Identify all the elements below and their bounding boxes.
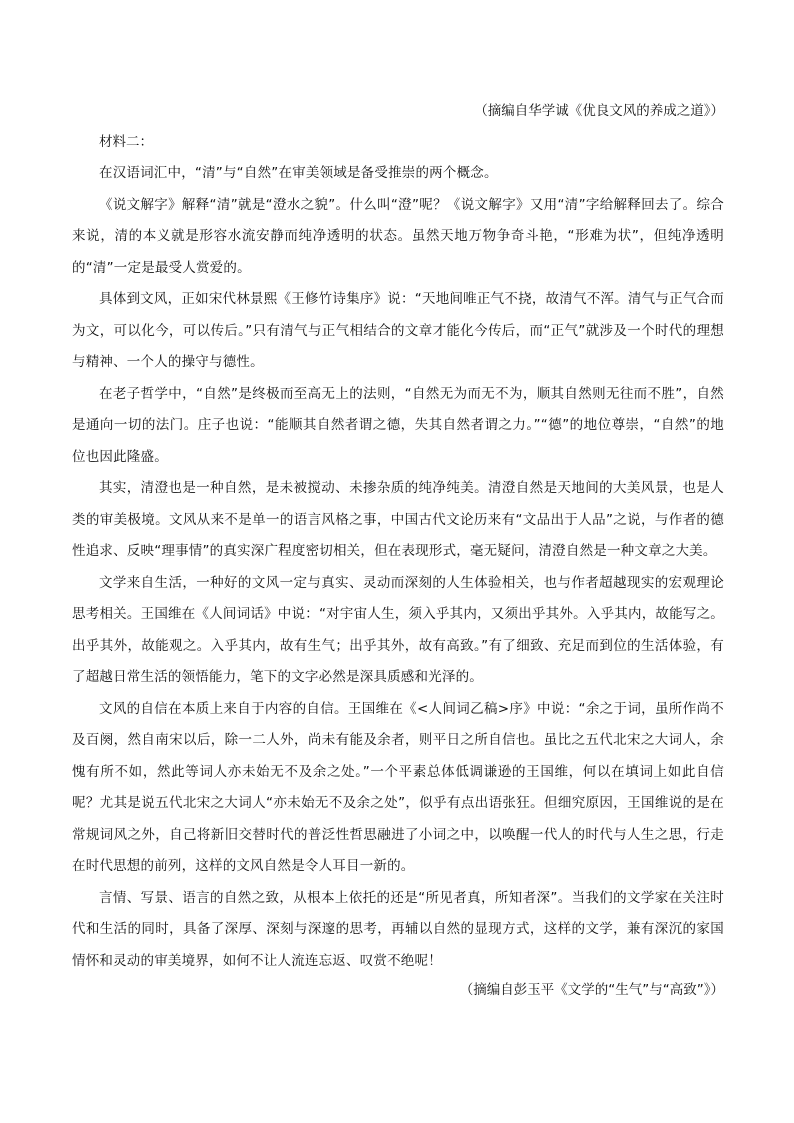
source-citation-top: （摘编自华学诚《优良文风的养成之道》） <box>474 103 724 119</box>
paragraph: 《说文解字》解释“清”就是“澄水之貌”。什么叫“澄”呢？《说文解字》又用“清”字给解释回去了。综合来说，清的本义就是形容水流安静而纯净透明的状态。虽然天地万物争奇斗艳，“形难为状”，但纯净透明的“清”一定是最受人赏爱的。 <box>72 196 724 276</box>
paragraph: 在老子哲学中，“自然”是终极而至高无上的法则，“自然无为而无不为，顺其自然则无往而不胜”，自然是通向一切的法门。庄子也说：“能顺其自然者谓之德，失其自然者谓之力。”“德”的地位尊崇，“自然”的地位也因此隆盛。 <box>72 385 724 465</box>
paragraph: 文风的自信在本质上来自于内容的自信。王国维在《<人间词乙稿>序》中说：“余之于词，虽所作尚不及百阕，然自南宋以后，除一二人外，尚未有能及余者，则平日之所自信也。虽比之五代北宋之大词人，余愧有所不如，然此等词人亦未始无不及余之处。”一个平素总体低调谦逊的王国维，何以在填词上如此自信呢？尤其是说五代北宋之大词人“亦未始无不及余之处”，似乎有点出语张狂。但细究原因，王国维说的是在常规词风之外，自己将新旧交替时代的普泛性哲思融进了小词之中，以唤醒一代人的时代与人生之思，行走在时代思想的前列，这样的文风自然是令人耳目一新的。 <box>72 700 724 874</box>
paragraph: 文学来自生活，一种好的文风一定与真实、灵动而深刻的人生体验相关，也与作者超越现实的宏观理论思考相关。王国维在《人间词话》中说：“对宇宙人生，须入乎其内，又须出乎其外。入乎其内，故能写之。出乎其外，故能观之。入乎其内，故有生气；出乎其外，故有高致。”有了细致、充足而到位的生活体验，有了超越日常生活的领悟能力，笔下的文字必然是深具质感和光泽的。 <box>72 574 724 685</box>
paragraph: 具体到文风，正如宋代林景熙《王修竹诗集序》说：“天地间唯正气不挠，故清气不浑。清气与正气合而为文，可以化今，可以传后。”只有清气与正气相结合的文章才能化今传后，而“正气”就涉及一个时代的理想与精神、一个人的操守与德性。 <box>72 291 724 370</box>
paragraph: 言情、写景、语言的自然之致，从根本上依托的还是“所见者真，所知者深”。当我们的文学家在关注时代和生活的同时，具备了深厚、深刻与深邃的思考，再辅以自然的显现方式，这样的文学，兼有深沉的家国情怀和灵动的审美境界，如何不让人流连忘返、叹赏不绝呢！ <box>72 889 724 969</box>
paragraph: 其实，清澄也是一种自然，是未被搅动、未掺杂质的纯净纯美。清澄自然是天地间的大美风景，也是人类的审美极境。文风从来不是单一的语言风格之事，中国古代文论历来有“文品出于人品”之说，与作者的德性追求、反映“理事情”的真实深广程度密切相关，但在表现形式，毫无疑问，清澄自然是一种文章之大美。 <box>72 480 724 559</box>
source-citation-bottom: （摘编自彭玉平《文学的“生气”与“高致”》） <box>459 982 724 998</box>
paragraph: 在汉语词汇中，“清”与“自然”在审美领域是备受推崇的两个概念。 <box>99 165 498 181</box>
document-page <box>72 96 724 1003</box>
material-label: 材料二： <box>99 134 153 150</box>
